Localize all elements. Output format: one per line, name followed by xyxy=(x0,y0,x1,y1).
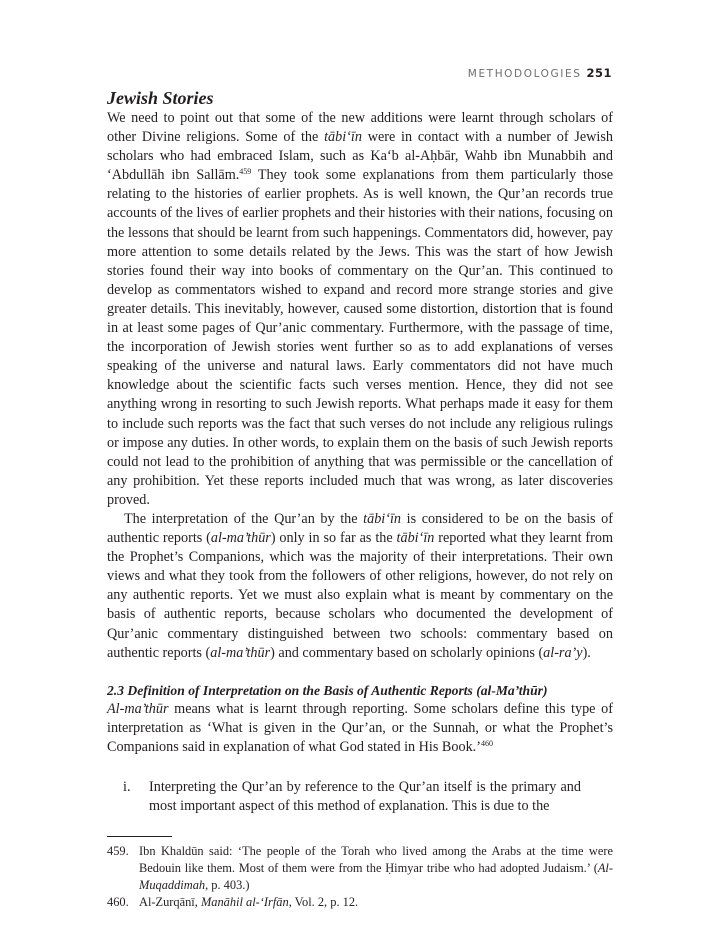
paragraph-definition xyxy=(107,700,613,757)
footnote-number: 460. xyxy=(107,894,129,909)
text-run: ) only in so far as the xyxy=(270,530,397,547)
numbered-list xyxy=(107,778,613,816)
footnote-tail: , Vol. 2, p. 12. xyxy=(288,894,359,909)
footnote-text: Ibn Khaldūn said: ‘The people of the Torah who lived among the Arabs at the time were Bedouin like them. Most of them were from the Ḥimyar tribe who had adopted Judaism.’ ( xyxy=(139,844,613,875)
paragraph-interpretation-tabiin xyxy=(107,510,613,663)
footnote-text: Al-Zurqānī, xyxy=(139,894,201,909)
text-run: ). xyxy=(582,644,591,661)
italic-term: tābi‘īn xyxy=(396,530,435,547)
main-text-block xyxy=(107,88,613,910)
italic-term: Al-ma’thūr xyxy=(107,700,169,717)
text-run: ) and commentary based on scholarly opinions ( xyxy=(270,644,544,661)
italic-term: al-ra’y xyxy=(543,644,583,661)
page-number: 251 xyxy=(586,66,612,80)
list-item xyxy=(107,778,613,816)
text-run: We need to point out that some of the new additions were learnt through scholars of other Divine religions. Some of the xyxy=(107,110,613,146)
footnote-source: Manāhil al-‘Irfān xyxy=(200,894,289,909)
text-run: means what is learnt through reporting. Some scholars define this type of interpretation as ‘What is given in the Qur’an, or the Sunnah, or what the Prophet’s Companions said in explanation of what God stated in His Book.’ xyxy=(107,700,613,755)
footnote-ref-459[interactable]: 459 xyxy=(239,167,252,177)
subsection-heading: 2.3 Definition of Interpretation on the Basis of Authentic Reports (al-Ma’thūr) xyxy=(107,682,548,698)
paragraph-jewish-stories xyxy=(107,109,613,510)
italic-term: tābi‘īn xyxy=(324,129,362,146)
footnotes xyxy=(107,843,613,910)
footnote-number: 459. xyxy=(107,844,129,859)
text-run: is considered to be on the basis of authentic reports ( xyxy=(107,510,613,547)
running-head xyxy=(468,66,612,80)
italic-term: al-ma’thūr xyxy=(210,644,271,661)
footnote-459 xyxy=(107,843,613,893)
footnote-460 xyxy=(107,894,613,911)
footnote-divider xyxy=(107,836,172,837)
text-run: reported what they learnt from the Prophet’s Companions, which was the majority of their interpretations. Their own views and what they took from the followers of other religions, however, do not rely on any authentic reports. Yet we must also explain what is meant by commentary on the basis of authentic reports, because scholars who documented the development of Qur’anic commentary distinguished between two schools: commentary based on authentic reports ( xyxy=(107,530,613,661)
text-run: were in contact with a number of Jewish scholars who had embraced Islam, such as Ka‘b al-Aḥbār, Wahb ibn Munabbih and ‘Abdullāh ibn Sallām. xyxy=(107,129,613,184)
section-heading: Jewish Stories xyxy=(107,88,214,108)
italic-term: tābi‘īn xyxy=(363,510,402,527)
footnote-ref-460[interactable]: 460 xyxy=(480,738,493,748)
footnote-tail: , p. 403.) xyxy=(205,877,250,892)
text-run: The interpretation of the Qur’an by the xyxy=(124,510,364,527)
list-item-text: Interpreting the Qur’an by reference to the Qur’an itself is the primary and most important aspect of this method of explanation. This is due to the xyxy=(149,779,581,815)
running-head-section: METHODOLOGIES xyxy=(467,68,582,80)
italic-term: al-ma’thūr xyxy=(210,530,271,547)
text-run: They took some explanations from them particularly those relating to the histories of earlier prophets. As is well known, the Qur’an records true accounts of the lives of earlier prophets and their histories with their nations, focusing on the lessons that should be learnt from such happenings. Commentators did, however, pay more attention to some details related by the Jews. This was the start of how Jewish stories found their way into books of commentary on the Qur’an. This continued to develop as commentators wished to expand and record more strange stories and give greater details. This inevitably, however, caused some distortion, distortion that is found in at least some pages of Qur’anic commentary. Furthermore, with the passage of time, the incorporation of Jewish stories went further so as to add explanations of verses speaking of the universe and natural laws. Early commentators did not have much knowledge about the scientific facts such verses mention. Hence, they did not see anything wrong in resorting to such Jewish reports. What perhaps made it easy for them to include such reports was the fact that such verses do not include any religious rulings or impose any duties. In other words, to explain them on the basis of such Jewish reports could not lead to the prohibition of anything that was permissible or the cancellation of any prohibition. Yet these reports included much that was wrong, as later discoveries proved. xyxy=(107,167,613,508)
list-marker: i. xyxy=(123,779,131,795)
footnote-source: Al-Muqaddimah xyxy=(139,860,613,892)
